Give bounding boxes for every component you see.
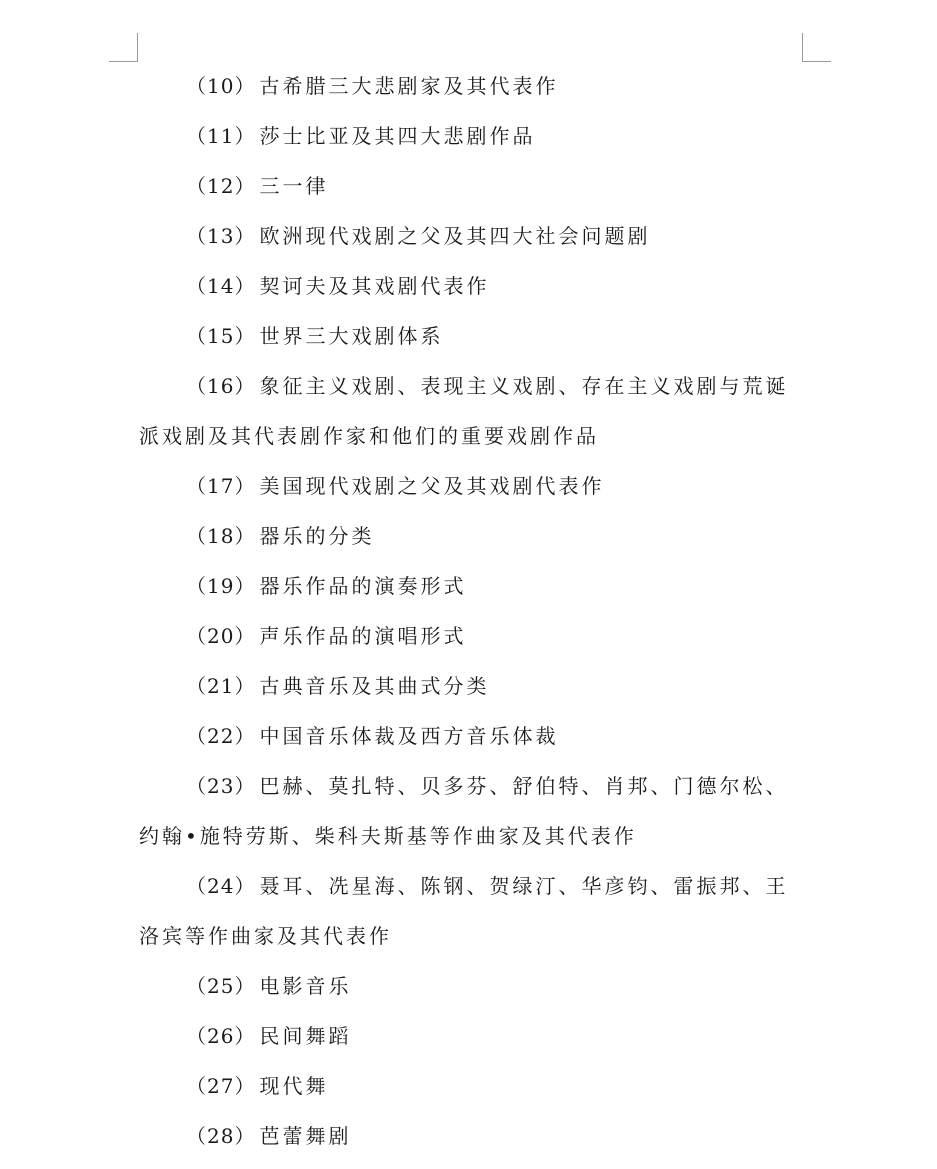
list-item: [139, 361, 803, 461]
crop-mark-left-vertical: [137, 33, 138, 61]
item-text: 契诃夫及其戏剧代表作: [259, 274, 490, 298]
document-body: [139, 61, 803, 1161]
list-item: [139, 1111, 803, 1161]
crop-mark-left-horizontal: [109, 61, 138, 62]
item-number: （17）: [186, 474, 256, 498]
item-text: 聂耳、冼星海、陈钢、贺绿汀、华彦钧、雷振邦、王洛宾等作曲家及其代表作: [139, 874, 789, 948]
item-text: 器乐作品的演奏形式: [259, 574, 467, 598]
item-number: （12）: [186, 174, 256, 198]
list-item: [139, 761, 803, 861]
list-item: [139, 1011, 803, 1061]
item-number: （10）: [186, 74, 256, 98]
item-text: 器乐的分类: [259, 524, 375, 548]
item-number: （18）: [186, 524, 256, 548]
item-number: （11）: [186, 124, 256, 148]
list-item: [139, 511, 803, 561]
list-item: [139, 861, 803, 961]
crop-mark-right-horizontal: [802, 61, 831, 62]
item-number: （27）: [186, 1074, 256, 1098]
item-text: 莎士比亚及其四大悲剧作品: [259, 124, 536, 148]
item-text: 民间舞蹈: [259, 1024, 352, 1048]
list-item: [139, 561, 803, 611]
item-text: 芭蕾舞剧: [259, 1124, 352, 1148]
list-item: [139, 311, 803, 361]
item-text: 三一律: [259, 174, 329, 198]
list-item: [139, 711, 803, 761]
item-text: 声乐作品的演唱形式: [259, 624, 467, 648]
item-number: （26）: [186, 1024, 256, 1048]
list-item: [139, 211, 803, 261]
list-item: [139, 261, 803, 311]
item-text: 现代舞: [259, 1074, 329, 1098]
list-item: [139, 111, 803, 161]
list-item: [139, 461, 803, 511]
item-number: （21）: [186, 674, 256, 698]
list-item: [139, 961, 803, 1011]
item-number: （19）: [186, 574, 256, 598]
item-number: （20）: [186, 624, 256, 648]
list-item: [139, 61, 803, 111]
item-text: 巴赫、莫扎特、贝多芬、舒伯特、肖邦、门德尔松、约翰•施特劳斯、柴科夫斯基等作曲家及其代表作: [139, 774, 789, 848]
item-text: 美国现代戏剧之父及其戏剧代表作: [259, 474, 605, 498]
item-text: 古希腊三大悲剧家及其代表作: [259, 74, 559, 98]
item-number: （24）: [186, 874, 256, 898]
item-number: （14）: [186, 274, 256, 298]
item-number: （28）: [186, 1124, 256, 1148]
item-text: 欧洲现代戏剧之父及其四大社会问题剧: [259, 224, 651, 248]
item-number: （23）: [186, 774, 256, 798]
item-number: （13）: [186, 224, 256, 248]
item-number: （15）: [186, 324, 256, 348]
crop-mark-right-vertical: [802, 33, 803, 61]
list-item: [139, 161, 803, 211]
item-number: （25）: [186, 974, 256, 998]
list-item: [139, 1061, 803, 1111]
item-number: （22）: [186, 724, 256, 748]
item-text: 世界三大戏剧体系: [259, 324, 444, 348]
item-text: 中国音乐体裁及西方音乐体裁: [259, 724, 559, 748]
list-item: [139, 611, 803, 661]
item-text: 象征主义戏剧、表现主义戏剧、存在主义戏剧与荒诞派戏剧及其代表剧作家和他们的重要戏剧作品: [139, 374, 789, 448]
item-number: （16）: [186, 374, 256, 398]
list-item: [139, 661, 803, 711]
item-text: 电影音乐: [259, 974, 352, 998]
item-text: 古典音乐及其曲式分类: [259, 674, 490, 698]
